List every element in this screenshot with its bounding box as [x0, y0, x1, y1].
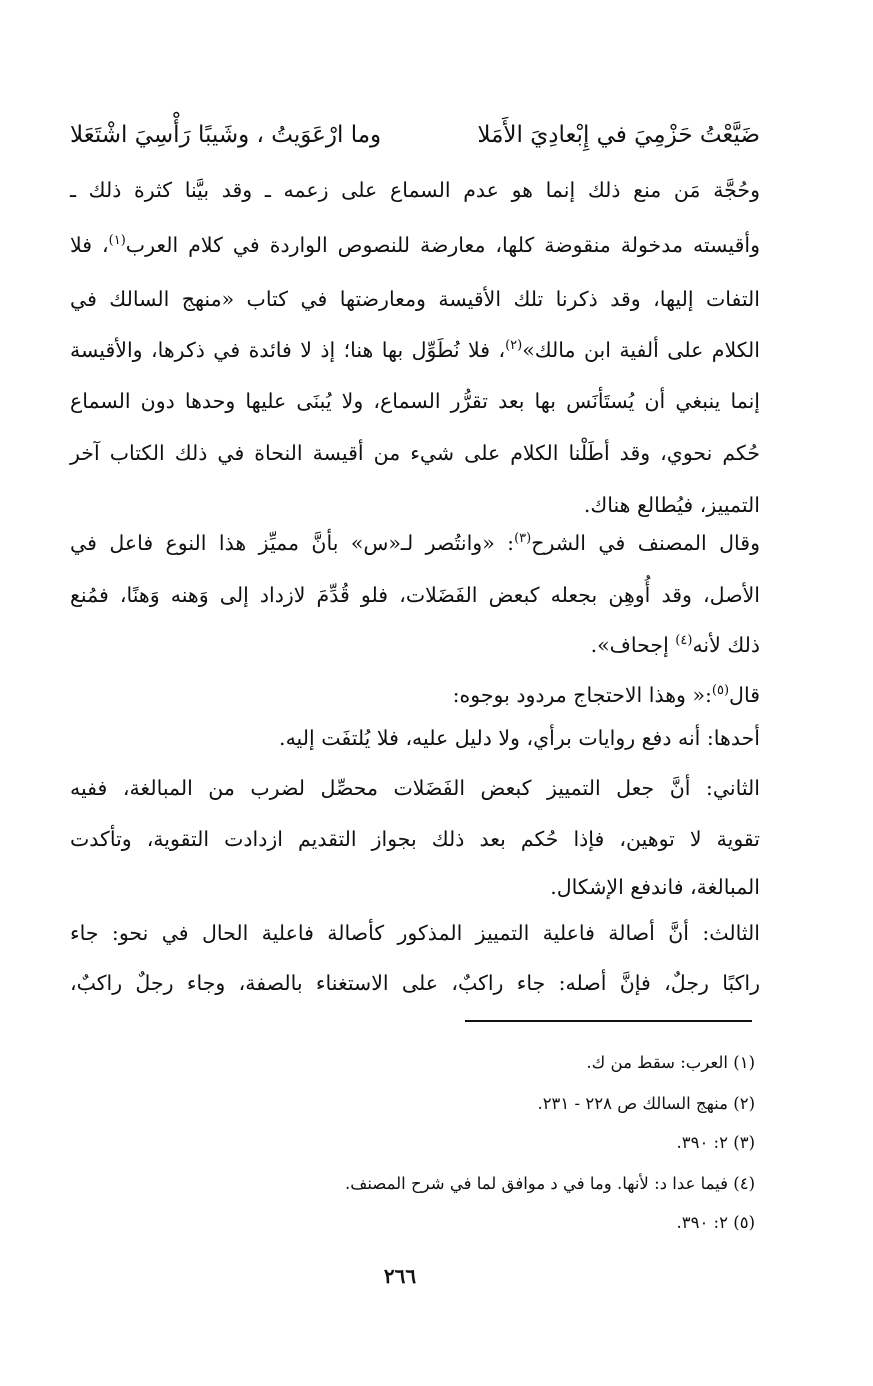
body-line-text: أحدها: أنه دفع روايات برأي، ولا دليل عليه، فلا يُلتفَت إليه.	[279, 726, 760, 750]
footnote-item: (١) العرب: سقط من ك.	[586, 1053, 755, 1072]
footnote-reference[interactable]: (٥)	[711, 683, 730, 699]
body-line-text: وحُجَّة مَن منع ذلك إنما هو عدم السماع على زعمه ـ وقد بيَّنا كثرة ذلك ـ	[70, 178, 760, 202]
footnote-reference[interactable]: (٣)	[514, 531, 532, 547]
body-line	[70, 968, 760, 998]
body-line-text-continued: ، فلا نُطَوِّل بها هنا؛ إذ لا فائدة في ذكرها، والأقيسة	[70, 338, 506, 362]
body-line-text: تقوية لا توهين، فإذا حُكم بعد ذلك بجواز التقديم ازدادت التقوية، وتأكدت	[70, 827, 760, 851]
footnote-reference[interactable]: (٢)	[505, 338, 523, 354]
body-line	[70, 918, 760, 948]
body-line	[70, 438, 760, 468]
body-line	[70, 175, 760, 205]
body-line-text: المبالغة، فاندفع الإشكال.	[550, 875, 760, 899]
footnote-divider	[465, 1020, 752, 1022]
footnote-reference[interactable]: (١)	[108, 233, 126, 249]
verse-first-hemistich: ضَيَّعْتُ حَزْمِيَ في إِبْعادِيَ الأَمَلا	[477, 122, 760, 148]
body-line-text: الثالث: أنَّ أصالة فاعلية التمييز المذكور كأصالة فاعلية الحال في نحو: جاء	[70, 921, 760, 945]
page-number: ٢٦٦	[383, 1264, 417, 1288]
body-line-text: التمييز، فيُطالع هناك.	[583, 493, 760, 517]
body-line	[70, 528, 760, 558]
body-line	[70, 872, 760, 902]
body-line-text-continued: إجحاف».	[590, 633, 676, 657]
body-line-text: قال	[729, 683, 760, 707]
body-line	[70, 680, 760, 710]
body-line	[70, 386, 760, 416]
body-line-text: وأقيسته مدخولة منقوضة كلها، معارضة للنصوص الواردة في كلام العرب	[125, 233, 760, 257]
body-line-text: التفات إليها، وقد ذكرنا تلك الأقيسة ومعارضتها في كتاب «منهج السالك في	[70, 287, 760, 311]
footnote-reference[interactable]: (٤)	[675, 633, 693, 649]
footnote-item: (٥) ٢: ٣٩٠.	[676, 1213, 755, 1232]
body-line-text-continued: ، فلا	[70, 233, 109, 257]
body-line	[70, 490, 760, 520]
body-line-text: إنما ينبغي أن يُستَأنَس بها بعد تقرُّر السماع، ولا يُبنَى عليها وحدها دون السماع	[70, 389, 760, 413]
body-line	[70, 230, 760, 260]
body-line-text: ذلك لأنه	[692, 633, 760, 657]
body-line-text-continued: : «وانتُصر لـ«س» بأنَّ مميِّز هذا النوع فاعل في	[70, 531, 515, 555]
body-line	[70, 723, 760, 753]
body-line	[70, 580, 760, 610]
body-line	[70, 335, 760, 365]
body-line-text-continued: :« وهذا الاحتجاج مردود بوجوه:	[452, 683, 712, 707]
body-line	[70, 630, 760, 660]
body-line-text: حُكم نحوي، وقد أطَلْنا الكلام على شيء من أقيسة النحاة في ذلك الكتاب آخر	[70, 441, 760, 465]
body-line-text: وقال المصنف في الشرح	[531, 531, 760, 555]
body-line-text: راكبًا رجلٌ، فإنَّ أصله: جاء راكبٌ، على الاستغناء بالصفة، وجاء رجلٌ راكبٌ،	[70, 971, 760, 995]
body-line-text: الثاني: أنَّ جعل التمييز كبعض الفَضَلات محصِّل لضرب من المبالغة، ففيه	[70, 776, 760, 800]
body-line	[70, 824, 760, 854]
body-line	[70, 284, 760, 314]
footnote-item: (٢) منهج السالك ص ٢٢٨ - ٢٣١.	[537, 1094, 755, 1113]
footnote-item: (٣) ٢: ٣٩٠.	[676, 1133, 755, 1152]
body-line	[70, 773, 760, 803]
verse-second-hemistich: وما ارْعَوَيتُ ، وشَيبًا رَأْسِيَ اشْتَعَلا	[70, 122, 382, 148]
body-line-text: الأصل، وقد أُوهِن بجعله كبعض الفَضَلات، فلو قُدِّمَ لازداد إلى وَهنه وَهنًا، فمُنع	[70, 583, 760, 607]
footnote-item: (٤) فيما عدا د: لأنها. وما في د موافق لما في شرح المصنف.	[345, 1174, 755, 1193]
body-line-text: الكلام على ألفية ابن مالك»	[522, 338, 760, 362]
poetry-verse	[70, 122, 760, 162]
